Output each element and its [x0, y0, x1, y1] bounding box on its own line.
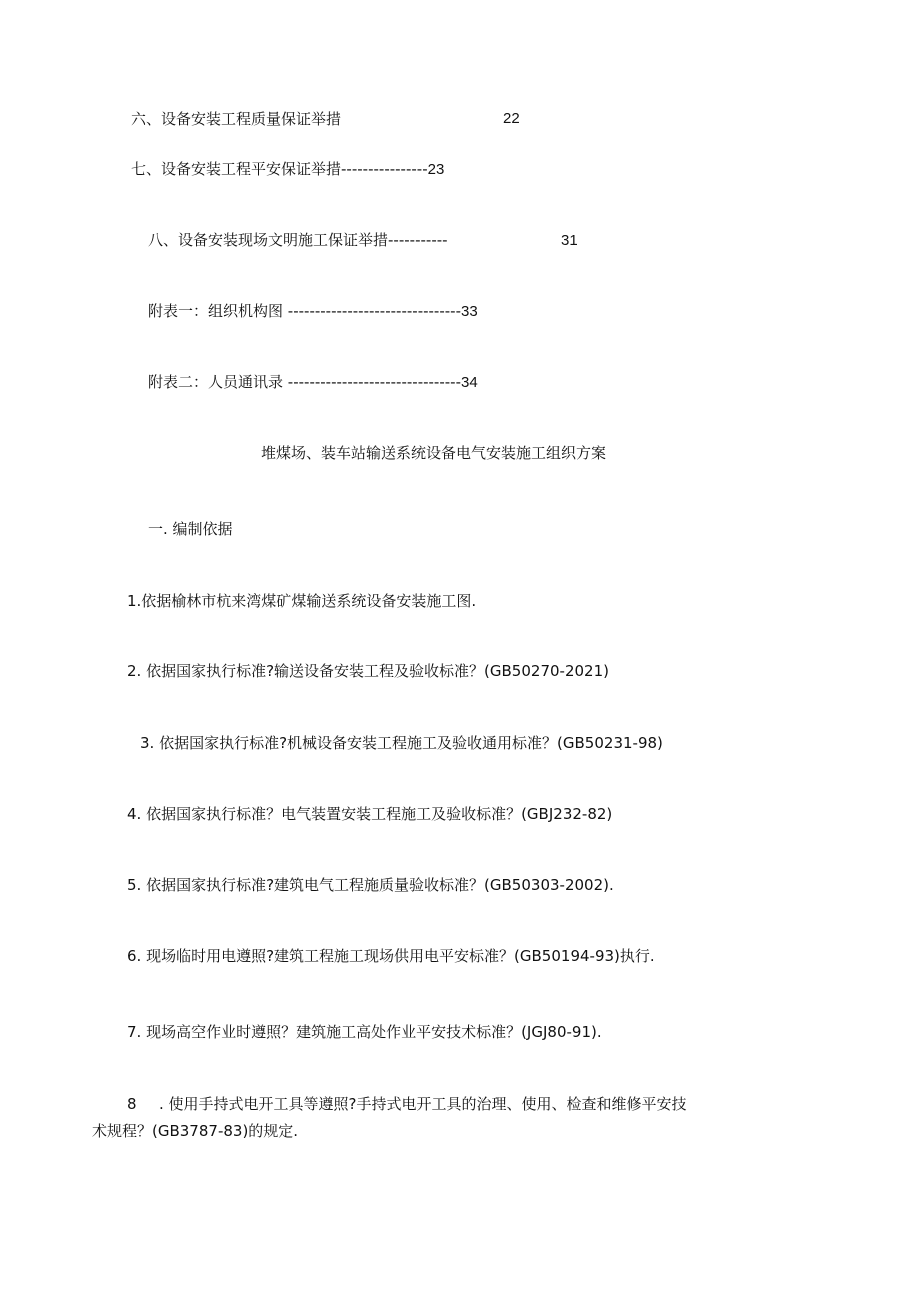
basis-item-6: 6. 现场临时用电遵照?建筑工程施工现场供用电平安标准？(GB50194-93)执行. — [127, 947, 655, 965]
basis-item-8-number: 8 — [127, 1095, 137, 1113]
toc-entry-7 — [131, 159, 444, 180]
basis-item-3: 3. 依据国家执行标准?机械设备安装工程施工及验收通用标准？(GB50231-98) — [140, 734, 663, 752]
basis-item-2: 2. 依据国家执行标准?输送设备安装工程及验收标准？(GB50270-2021) — [127, 662, 609, 680]
toc-label: 七、设备安装工程平安保证举措 — [131, 160, 342, 178]
basis-item-8-line2: 术规程？(GB3787-83)的规定. — [92, 1122, 299, 1140]
toc-leader: -------------------------------- — [287, 373, 461, 391]
toc-page: 34 — [461, 374, 478, 391]
basis-item-4: 4. 依据国家执行标准？电气装置安装工程施工及验收标准？(GBJ232-82) — [127, 805, 613, 823]
toc-page-6: 22 — [503, 110, 520, 127]
toc-leader: ---------------- — [341, 160, 428, 178]
toc-leader: -------------------------------- — [287, 302, 461, 320]
section-heading: 一. 编制依据 — [148, 520, 233, 538]
toc-entry-8 — [148, 230, 448, 250]
toc-page-8: 31 — [561, 232, 578, 249]
basis-item-7: 7. 现场高空作业时遵照？建筑施工高处作业平安技术标准？(JGJ80-91). — [127, 1023, 602, 1041]
toc-label: 附表二：人员通讯录 — [148, 373, 284, 391]
toc-leader: ----------- — [388, 231, 448, 249]
toc-entry-appendix-2 — [148, 372, 478, 393]
toc-entry-appendix-1 — [148, 301, 478, 322]
basis-item-8-line1: . 使用手持式电开工具等遵照?手持式电开工具的治理、使用、检查和维修平安技 — [159, 1095, 687, 1113]
toc-label: 八、设备安装现场文明施工保证举措 — [148, 231, 389, 249]
toc-label: 附表一：组织机构图 — [148, 302, 284, 320]
basis-item-1: 1.依据榆林市杭来湾煤矿煤输送系统设备安装施工图. — [127, 592, 477, 610]
toc-page: 33 — [461, 303, 478, 320]
basis-item-5: 5. 依据国家执行标准?建筑电气工程施质量验收标准？(GB50303-2002). — [127, 876, 614, 894]
toc-page: 23 — [427, 161, 445, 178]
toc-label: 六、设备安装工程质量保证举措 — [131, 110, 342, 128]
document-title: 堆煤场、装车站输送系统设备电气安装施工组织方案 — [261, 444, 607, 462]
toc-entry-6 — [131, 109, 341, 129]
